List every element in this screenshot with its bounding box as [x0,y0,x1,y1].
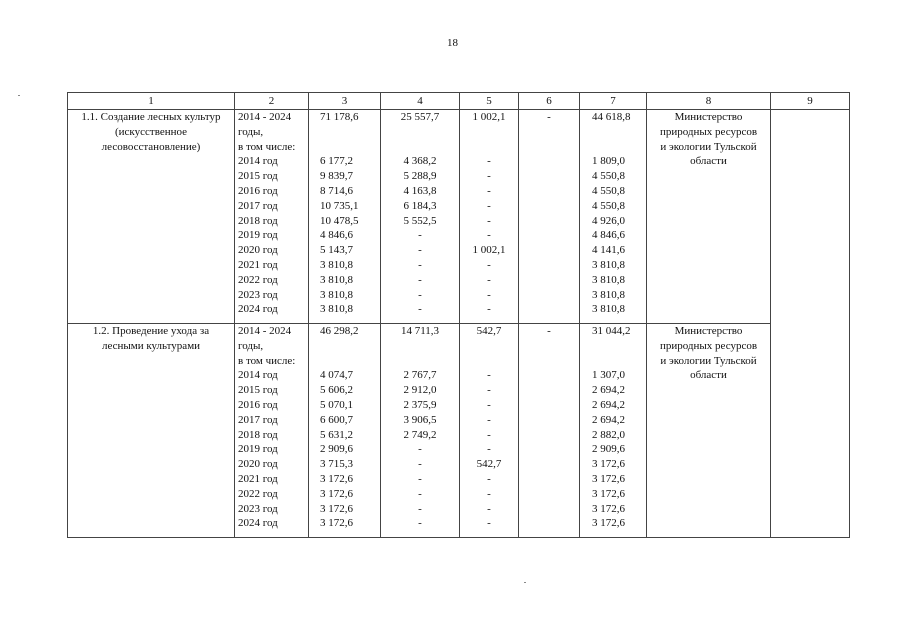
col-number-9: 9 [771,93,850,110]
spacer-line [519,339,579,354]
year-value: 3 810,8 [320,258,353,271]
executor-cell [647,324,771,538]
year-value: 3 906,5 [403,413,437,426]
year-value: - [418,443,422,456]
year-value: 5 552,5 [403,214,437,227]
year-label: 2017 год [238,413,278,426]
regional-budget-cell [460,324,519,538]
year-value: 1 002,1 [472,244,506,257]
total-value: - [547,111,551,123]
year-value: 3 172,6 [592,502,625,515]
year-label: 2023 год [238,288,278,301]
total-value: 1 002,1 [472,111,506,123]
year-value: - [418,288,422,301]
year-value: 4 846,6 [320,229,353,242]
year-value: - [418,458,422,471]
col-number-5: 5 [460,93,519,110]
total-value: 25 557,7 [400,111,440,123]
col-number-7: 7 [580,93,647,110]
year-label: 2021 год [238,258,278,271]
spacer-line [320,140,380,155]
spacer-line [381,354,459,369]
year-label: 2022 год [238,273,278,286]
year-value: 3 810,8 [592,303,625,316]
scan-speck [18,95,20,96]
year-value: 3 172,6 [592,472,625,485]
year-value: - [418,502,422,515]
activity-title-cell [68,324,235,538]
year-value: 1 809,0 [592,155,625,168]
spacer-line [320,354,380,369]
year-label: 2014 год [238,155,278,168]
year-value: 2 694,2 [592,398,625,411]
year-value: 542,7 [476,458,502,471]
year-value: 2 749,2 [403,428,437,441]
year-value: 3 715,3 [320,458,353,471]
year-value: 3 810,8 [320,273,353,286]
regional-budget-cell [460,110,519,324]
year-value: - [487,258,491,271]
year-value: - [487,472,491,485]
year-value: 3 810,8 [592,258,625,271]
year-value: - [487,428,491,441]
year-value: 2 694,2 [592,384,625,397]
year-value: - [487,288,491,301]
spacer-line [460,339,518,354]
federal-budget-cell [381,110,460,324]
year-label: 2016 год [238,398,278,411]
title-line: лесовосстановление) [101,140,201,153]
title-line: 1.1. Создание лесных культур [81,111,221,123]
year-label: 2015 год [238,170,278,183]
spacer-line [592,339,646,354]
year-value: 4 368,2 [403,155,437,168]
spacer-line [592,140,646,155]
year-value: - [418,303,422,316]
col-number-6: 6 [519,93,580,110]
year-value: - [487,170,491,183]
executor-line: и экологии Тульской [660,354,757,367]
funding-table [67,92,850,538]
executor-line: природных ресурсов [659,125,758,138]
column-number-row [68,93,850,110]
period-line: в том числе: [238,140,296,153]
year-label: 2018 год [238,428,278,441]
year-value: 3 810,8 [320,288,353,301]
year-label: 2023 год [238,502,278,515]
year-label: 2015 год [238,384,278,397]
section-row-2 [68,324,850,538]
local-budget-cell [519,110,580,324]
year-value: 2 909,6 [320,443,353,456]
col-number-3: 3 [309,93,381,110]
executor-line: области [690,155,727,168]
executor-line: и экологии Тульской [660,140,757,153]
year-value: 3 172,6 [592,487,625,500]
spacer-line [460,125,518,140]
spacer-line [460,354,518,369]
year-value: 2 767,7 [403,369,437,382]
total-value: 31 044,2 [592,325,631,337]
page-number: 18 [447,37,458,49]
executor-line: Министерство [674,325,743,337]
total-amount-cell [309,324,381,538]
year-value: 3 810,8 [592,273,625,286]
year-value: 3 172,6 [320,517,353,530]
section-row-1 [68,110,850,324]
year-value: 3 810,8 [592,288,625,301]
total-value: 14 711,3 [400,325,440,337]
year-value: 5 288,9 [403,170,437,183]
year-label: 2020 год [238,244,278,257]
year-label: 2024 год [238,517,278,530]
year-label: 2020 год [238,458,278,471]
local-budget-cell [519,324,580,538]
period-line: 2014 - 2024 [238,111,292,123]
year-value: 4 846,6 [592,229,625,242]
spacer-line [519,140,579,155]
year-value: 3 172,6 [320,502,353,515]
scan-speck [524,582,526,583]
activity-title-cell [68,110,235,324]
year-value: 2 694,2 [592,413,625,426]
spacer-line [320,339,380,354]
year-value: - [487,199,491,212]
year-label: 2022 год [238,487,278,500]
year-value: 5 143,7 [320,244,353,257]
year-label: 2019 год [238,229,278,242]
period-cell [235,110,309,324]
period-line: годы, [238,125,264,138]
year-value: - [487,273,491,286]
year-value: 4 550,8 [592,170,625,183]
year-value: 4 550,8 [592,199,625,212]
year-value: - [418,487,422,500]
col-number-2: 2 [235,93,309,110]
year-value: 5 606,2 [320,384,353,397]
year-value: 10 735,1 [320,199,359,212]
period-cell [235,324,309,538]
other-sources-cell [580,110,647,324]
year-value: - [487,155,491,168]
year-value: 5 070,1 [320,398,353,411]
spacer-line [320,125,380,140]
executor-line: Министерство [674,111,743,123]
year-value: 1 307,0 [592,369,625,382]
year-label: 2017 год [238,199,278,212]
total-value: 46 298,2 [320,325,359,337]
year-value: 2 882,0 [592,428,625,441]
year-value: - [487,214,491,227]
year-value: - [418,273,422,286]
year-value: - [418,258,422,271]
spacer-line [381,339,459,354]
total-amount-cell [309,110,381,324]
year-value: - [418,244,422,257]
year-label: 2018 год [238,214,278,227]
year-value: 4 163,8 [403,184,437,197]
year-value: 3 172,6 [592,458,625,471]
year-value: - [487,517,491,530]
year-value: - [487,229,491,242]
column-9-cell [771,110,850,538]
period-line: в том числе: [238,354,296,367]
col-number-8: 8 [647,93,771,110]
federal-budget-cell [381,324,460,538]
year-value: - [487,413,491,426]
year-value: - [418,517,422,530]
year-value: - [487,184,491,197]
executor-cell [647,110,771,324]
year-value: 4 550,8 [592,184,625,197]
year-value: 4 141,6 [592,244,625,257]
year-value: 6 184,3 [403,199,437,212]
year-value: - [487,398,491,411]
year-value: 6 600,7 [320,413,353,426]
executor-line: области [690,369,727,382]
title-line: 1.2. Проведение ухода за [92,325,210,337]
year-value: 10 478,5 [320,214,359,227]
year-value: 4 074,7 [320,369,353,382]
spacer-line [381,140,459,155]
title-line: (искусственное [115,125,187,138]
other-sources-cell [580,324,647,538]
year-label: 2016 год [238,184,278,197]
year-value: 4 926,0 [592,214,625,227]
year-value: - [487,487,491,500]
title-line: лесными культурами [101,339,201,352]
total-value: 542,7 [476,325,502,337]
year-value: 3 810,8 [320,303,353,316]
total-value: 71 178,6 [320,111,359,123]
spacer-line [592,354,646,369]
executor-line: природных ресурсов [659,339,758,352]
year-value: - [487,443,491,456]
spacer-line [381,125,459,140]
spacer-line [519,125,579,140]
year-value: - [487,369,491,382]
year-label: 2014 год [238,369,278,382]
col-number-1: 1 [68,93,235,110]
total-value: - [547,325,551,337]
year-value: 2 909,6 [592,443,625,456]
year-value: - [487,502,491,515]
year-value: 8 714,6 [320,184,353,197]
year-value: - [418,472,422,485]
spacer-line [519,354,579,369]
total-value: 44 618,8 [592,111,631,123]
year-value: - [487,303,491,316]
spacer-line [592,125,646,140]
year-value: 2 912,0 [403,384,437,397]
year-value: 2 375,9 [403,398,437,411]
year-value: 3 172,6 [320,472,353,485]
year-value: 3 172,6 [320,487,353,500]
year-value: - [487,384,491,397]
year-label: 2019 год [238,443,278,456]
spacer-line [460,140,518,155]
year-label: 2024 год [238,303,278,316]
year-label: 2021 год [238,472,278,485]
year-value: 5 631,2 [320,428,353,441]
year-value: 9 839,7 [320,170,353,183]
year-value: 3 172,6 [592,517,625,530]
year-value: 6 177,2 [320,155,353,168]
col-number-4: 4 [381,93,460,110]
period-line: годы, [238,339,264,352]
period-line: 2014 - 2024 [238,325,292,337]
year-value: - [418,229,422,242]
